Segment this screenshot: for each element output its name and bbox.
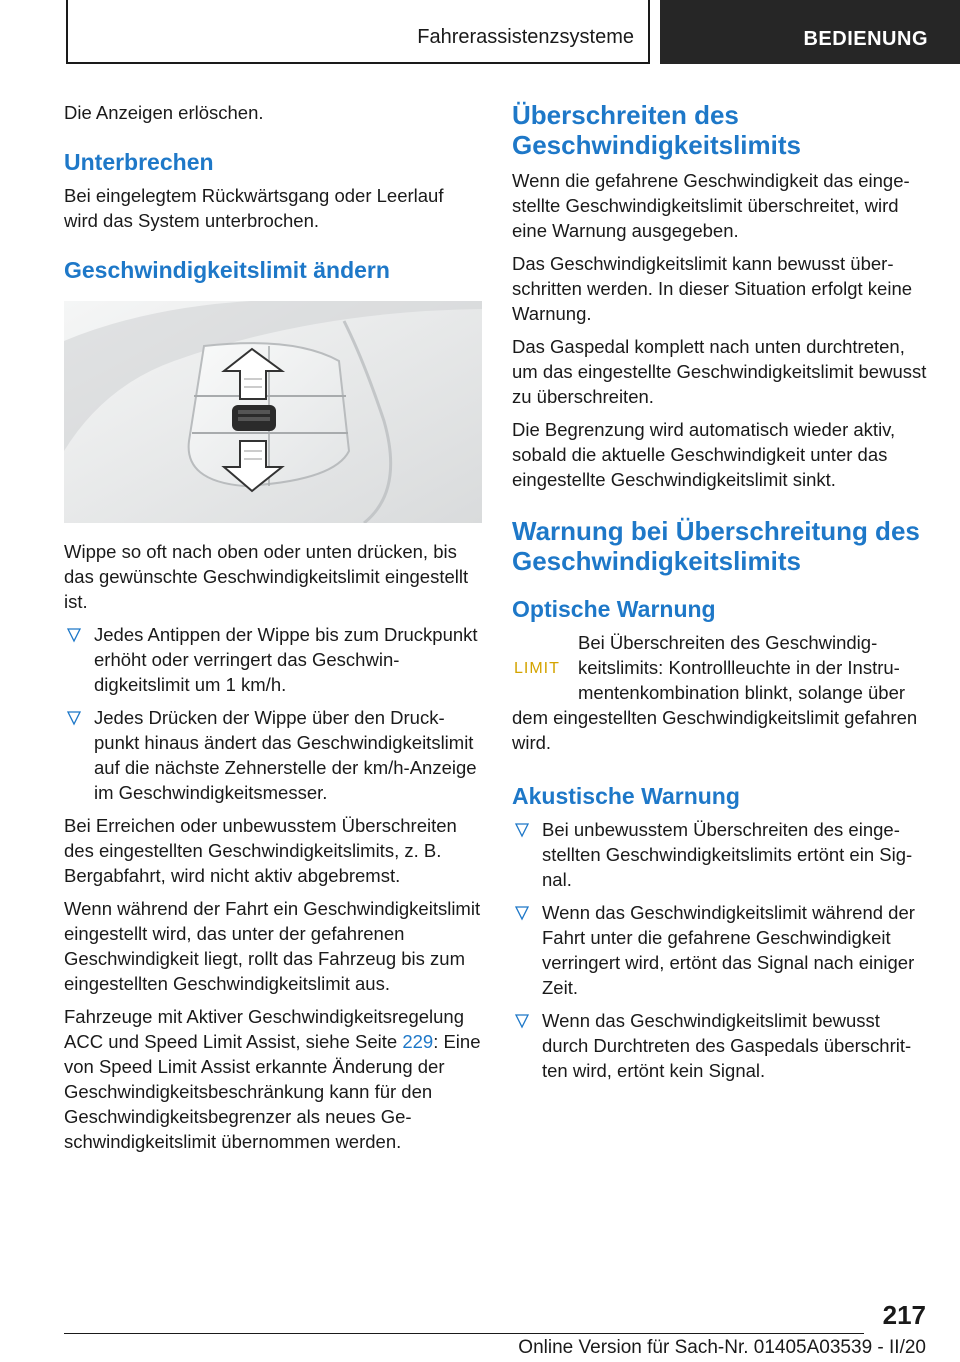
paragraph-optisch-rest: dem eingestellten Geschwindigkeitslimit gefahren wird.	[512, 707, 918, 753]
limit-indicator-icon: LIMIT	[514, 660, 560, 677]
optische-warnung-block	[512, 630, 930, 755]
list-item	[64, 622, 482, 697]
online-version-note: Online Version für Sach-Nr. 01405A03539 - II/20	[518, 1337, 926, 1358]
intro-paragraph: Die Anzeigen erlöschen.	[64, 102, 264, 123]
paragraph-fahrt: Wenn während der Fahrt ein Geschwindigkeitslimit eingestellt wird, das unter der gefahrenen Geschwindigkeit liegt, rollt das Fahrzeug bis zum eingestellten Geschwindigkeitslimit aus.	[64, 898, 481, 994]
paragraph-unterbrechen: Bei eingelegtem Rückwärtsgang oder Leerlauf wird das System unterbrochen.	[64, 185, 444, 231]
list-item-text: Wenn das Geschwindigkeitslimit während der Fahrt unter die gefahrene Geschwindigkeit verringert wird, ertönt das Signal nach einiger Zeit.	[542, 902, 915, 998]
header-chapter-box	[660, 0, 960, 64]
list-item	[64, 705, 482, 805]
heading-warnung: Warnung bei Überschreitung des Geschwindigkeitslimits	[512, 516, 920, 576]
footer-divider	[64, 1333, 864, 1334]
list-item	[512, 1008, 930, 1083]
heading-optische-warnung: Optische Warnung	[512, 596, 716, 622]
page-number: 217	[882, 1300, 926, 1330]
page-reference-link[interactable]: 229	[402, 1031, 434, 1052]
paragraph-ueberschreiten-2: Das Geschwindigkeitslimit kann bewusst überschritten werden. In dieser Situation erfolgt keine Warnung.	[512, 253, 913, 324]
paragraph-wippe: Wippe so oft nach oben oder unten drücken, bis das gewünschte Geschwindigkeitslimit eingestellt ist.	[64, 541, 469, 612]
list-item	[512, 900, 930, 1000]
left-column	[64, 100, 482, 1162]
heading-limit-aendern: Geschwindigkeitslimit ändern	[64, 257, 390, 283]
triangle-bullet-icon	[67, 707, 81, 727]
steering-wheel-rocker-figure	[64, 301, 482, 523]
steering-wheel-rocker-illustration	[64, 301, 482, 523]
list-item-text: Jedes Drücken der Wippe über den Druckpunkt hinaus ändert das Geschwindigkeitslimit auf die nächste Zehnerstelle der km/h-Anzeige im Geschwindigkeitsmesser.	[94, 707, 477, 803]
list-akustisch	[512, 817, 930, 1083]
paragraph-ueberschreiten-1: Wenn die gefahrene Geschwindigkeit das eingestellte Geschwindigkeitslimit überschreitet, wird eine Warnung ausgegeben.	[512, 170, 910, 241]
triangle-bullet-icon	[67, 624, 81, 644]
list-item-text: Bei unbewusstem Überschreiten des eingestellten Geschwindigkeitslimits ertönt ein Signal.	[542, 819, 913, 890]
paragraph-acc-before: Fahrzeuge mit Aktiver Geschwindigkeitsregelung ACC und Speed Limit Assist, siehe Seite	[64, 1006, 464, 1052]
heading-ueberschreiten: Überschreiten des Geschwindigkeitslimits	[512, 100, 801, 160]
heading-unterbrechen: Unterbrechen	[64, 149, 214, 175]
page-header	[0, 0, 960, 66]
paragraph-acc-after: : Eine von Speed Limit Assist erkannte Änderung der Geschwindigkeitsbeschränkung kann für den Geschwindigkeitsbegrenzer als neues Geschwindigkeitslimit übernommen werden.	[64, 1031, 481, 1152]
paragraph-ueberschreiten-3: Das Gaspedal komplett nach unten durchtreten, um das eingestellte Geschwindigkeitslimit bewusst zu überschreiten.	[512, 336, 927, 407]
list-item	[512, 817, 930, 892]
header-chapter-title: BEDIENUNG	[803, 28, 928, 50]
paragraph-acc	[64, 1004, 482, 1154]
header-section-title: Fahrerassistenzsysteme	[417, 26, 634, 48]
heading-akustische-warnung: Akustische Warnung	[512, 783, 740, 809]
list-wippe	[64, 622, 482, 805]
list-item-text: Wenn das Geschwindigkeitslimit bewusst durch Durchtreten des Gaspedals überschritten wird, ertönt kein Signal.	[542, 1010, 912, 1081]
triangle-bullet-icon	[515, 819, 529, 839]
list-item-text: Jedes Antippen der Wippe bis zum Druckpunkt erhöht oder verringert das Geschwindigkeitslimit um 1 km/h.	[94, 624, 478, 695]
right-column	[512, 100, 930, 1091]
paragraph-optisch-indent: Bei Überschreiten des Geschwindigkeitslimits: Kontrollleuchte in der Instrumentenkombination blinkt, solange über	[578, 632, 906, 703]
header-section-box	[66, 0, 650, 64]
triangle-bullet-icon	[515, 902, 529, 922]
paragraph-ueberschreiten-4: Die Begrenzung wird automatisch wieder aktiv, sobald die aktuelle Geschwindigkeit unter das eingestellte Geschwindigkeitslimit sinkt.	[512, 419, 896, 490]
triangle-bullet-icon	[515, 1010, 529, 1030]
paragraph-erreichen: Bei Erreichen oder unbewusstem Überschreiten des eingestellten Geschwindigkeitslimits, z. B. Bergabfahrt, wird nicht aktiv abgebremst.	[64, 815, 457, 886]
